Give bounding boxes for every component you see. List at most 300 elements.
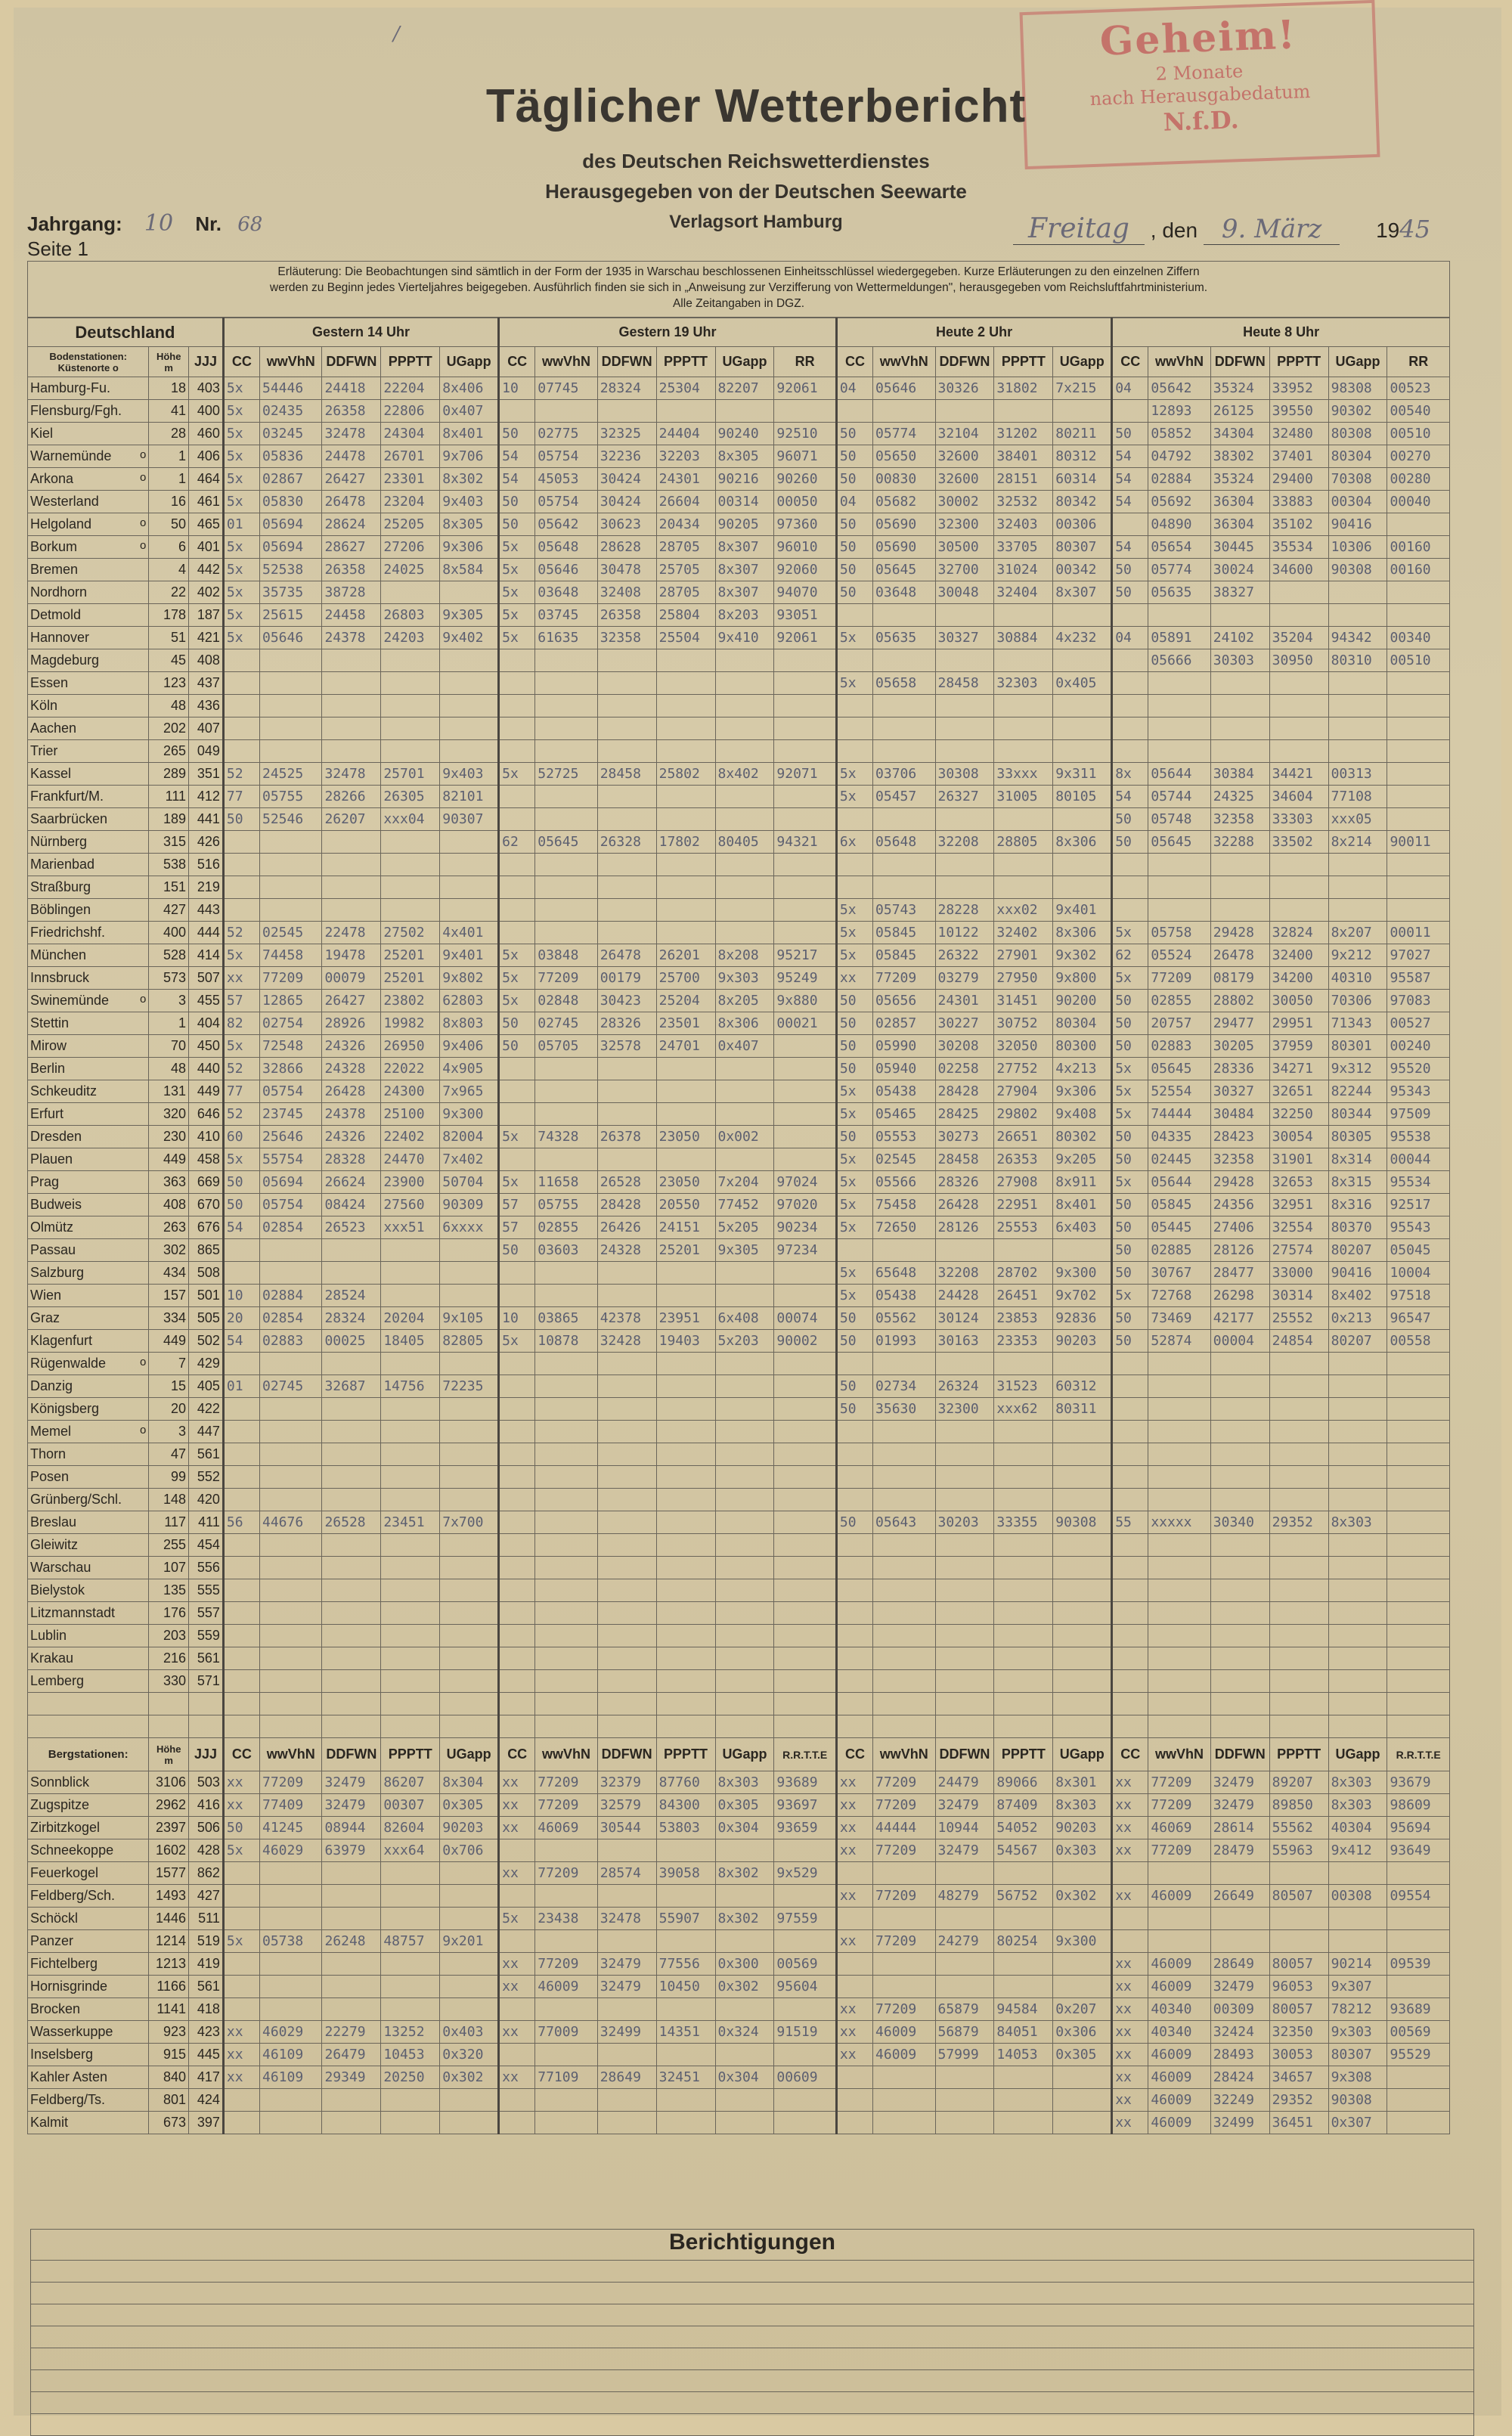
observation-cell: 8x306	[1053, 922, 1112, 944]
observation-cell: 05566	[873, 1171, 935, 1194]
observation-cell	[381, 854, 440, 876]
observation-cell	[535, 1285, 597, 1307]
observation-cell: 28428	[597, 1194, 656, 1216]
observation-cell: 28649	[1210, 1953, 1269, 1976]
observation-cell: 90307	[440, 808, 499, 831]
observation-cell: xx	[836, 1885, 872, 1908]
observation-cell	[1269, 854, 1328, 876]
observation-cell: 28614	[1210, 1817, 1269, 1839]
observation-cell: 50	[223, 1194, 259, 1216]
empty-cell	[1328, 1715, 1387, 1738]
observation-cell	[381, 1885, 440, 1908]
observation-cell: 82207	[715, 377, 774, 400]
observation-cell	[935, 1976, 994, 1998]
observation-cell: 9x702	[1053, 1285, 1112, 1307]
observation-cell	[935, 1421, 994, 1443]
observation-cell	[994, 1443, 1053, 1466]
observation-cell	[873, 695, 935, 717]
observation-cell	[322, 1262, 381, 1285]
observation-cell	[1053, 1239, 1112, 1262]
observation-cell	[1053, 1953, 1112, 1976]
observation-cell	[597, 1839, 656, 1862]
observation-cell	[499, 649, 535, 672]
empty-cell	[1210, 1693, 1269, 1715]
observation-cell	[381, 672, 440, 695]
observation-cell: 00021	[774, 1012, 837, 1035]
observation-cell: 72235	[440, 1375, 499, 1398]
observation-cell: 29400	[1269, 468, 1328, 491]
observation-cell	[259, 1647, 321, 1670]
observation-cell	[656, 1466, 715, 1489]
observation-cell: 02855	[535, 1216, 597, 1239]
observation-cell: 50	[499, 1239, 535, 1262]
observation-cell: 90302	[1328, 400, 1387, 423]
observation-cell: 26201	[656, 944, 715, 967]
observation-cell: 24479	[935, 1771, 994, 1794]
observation-cell: 5x	[223, 491, 259, 513]
observation-cell: 25201	[381, 944, 440, 967]
observation-cell	[597, 1375, 656, 1398]
observation-cell: 50	[836, 1398, 872, 1421]
empty-cell	[322, 1693, 381, 1715]
observation-cell	[935, 1489, 994, 1511]
station-name: Breslau	[28, 1511, 149, 1534]
observation-cell	[1112, 740, 1148, 763]
observation-cell: 25615	[259, 604, 321, 627]
observation-cell	[322, 876, 381, 899]
observation-cell	[1210, 1534, 1269, 1557]
observation-cell: 31901	[1269, 1148, 1328, 1171]
observation-cell: 24854	[1269, 1330, 1328, 1353]
observation-cell: 32303	[994, 672, 1053, 695]
observation-cell: 20757	[1148, 1012, 1210, 1035]
observation-cell	[994, 1862, 1053, 1885]
stamp-line: 2 Monate	[1155, 60, 1244, 85]
station-name: Salzburg	[28, 1262, 149, 1285]
observation-cell	[259, 1489, 321, 1511]
observation-cell	[994, 854, 1053, 876]
observation-cell	[381, 1625, 440, 1647]
observation-cell: 05754	[259, 1194, 321, 1216]
observation-cell: 23853	[994, 1307, 1053, 1330]
observation-cell: 8x303	[1053, 1794, 1112, 1817]
table-row	[28, 536, 1450, 559]
observation-cell	[715, 1443, 774, 1466]
observation-cell	[499, 1885, 535, 1908]
observation-cell: 5x	[836, 1285, 872, 1307]
mountain-jjj-header: JJJ	[189, 1738, 224, 1771]
observation-cell: 9x300	[1053, 1262, 1112, 1285]
observation-cell: 50	[499, 1035, 535, 1058]
observation-cell: 02884	[259, 1285, 321, 1307]
observation-cell: 26358	[322, 400, 381, 423]
obs-column-header: PPPTT	[994, 347, 1053, 377]
observation-cell: 98609	[1387, 1794, 1450, 1817]
observation-cell	[597, 672, 656, 695]
observation-cell: 28424	[1210, 2066, 1269, 2089]
observation-cell: 02745	[535, 1012, 597, 1035]
observation-cell: 03745	[535, 604, 597, 627]
observation-cell: 29428	[1210, 922, 1269, 944]
observation-cell: 57999	[935, 2044, 994, 2066]
station-jjj: 437	[189, 672, 224, 695]
observation-cell: 32424	[1210, 2021, 1269, 2044]
observation-cell: 32479	[1210, 1794, 1269, 1817]
observation-cell: 8x301	[1053, 1771, 1112, 1794]
station-height: 15	[149, 1375, 189, 1398]
observation-cell	[656, 1602, 715, 1625]
observation-cell	[440, 1670, 499, 1693]
station-jjj: 445	[189, 2044, 224, 2066]
observation-cell: 8x304	[440, 1771, 499, 1794]
observation-cell: 02545	[259, 922, 321, 944]
observation-cell	[715, 1398, 774, 1421]
station-name: Königsberg	[28, 1398, 149, 1421]
observation-cell: 80342	[1053, 491, 1112, 513]
subtitle-line: des Deutschen Reichswetterdienstes	[582, 150, 930, 172]
observation-cell	[1387, 1421, 1450, 1443]
empty-row	[28, 1715, 1450, 1738]
observation-cell: 26427	[322, 468, 381, 491]
mountain-height-header: Höhe m	[149, 1738, 189, 1771]
observation-cell	[259, 1670, 321, 1693]
observation-cell: 35534	[1269, 536, 1328, 559]
observation-cell: 5x	[836, 672, 872, 695]
table-row	[28, 513, 1450, 536]
observation-cell: 80057	[1269, 1953, 1328, 1976]
station-name: Zirbitzkogel	[28, 1817, 149, 1839]
observation-cell: 8x208	[715, 944, 774, 967]
observation-cell: 60	[223, 1126, 259, 1148]
observation-cell: 74458	[259, 944, 321, 967]
observation-cell: 32499	[1210, 2112, 1269, 2134]
observation-cell	[499, 1839, 535, 1862]
mountain-column-header: PPPTT	[656, 1738, 715, 1771]
observation-cell	[836, 1239, 872, 1262]
observation-cell: 50	[1112, 1148, 1148, 1171]
observation-cell	[836, 1953, 872, 1976]
observation-cell	[656, 717, 715, 740]
observation-cell	[774, 1579, 837, 1602]
observation-cell	[656, 808, 715, 831]
observation-cell: 90260	[774, 468, 837, 491]
observation-cell: 0x706	[440, 1839, 499, 1862]
observation-cell	[1210, 1353, 1269, 1375]
observation-cell	[1148, 1862, 1210, 1885]
observation-cell	[1210, 740, 1269, 763]
observation-cell: 40304	[1328, 1817, 1387, 1839]
observation-cell	[440, 1262, 499, 1285]
observation-cell	[259, 1625, 321, 1647]
observation-cell: 28326	[935, 1171, 994, 1194]
observation-cell	[223, 1557, 259, 1579]
station-name: Essen	[28, 672, 149, 695]
observation-cell	[597, 1602, 656, 1625]
observation-cell: 40340	[1148, 1998, 1210, 2021]
observation-cell: 29349	[322, 2066, 381, 2089]
observation-cell	[656, 1353, 715, 1375]
observation-cell	[715, 1489, 774, 1511]
observation-cell: 5x	[499, 1171, 535, 1194]
mountain-column-header: DDFWN	[935, 1738, 994, 1771]
observation-cell	[1210, 1557, 1269, 1579]
stamp-line: nach Herausgabedatum	[1089, 80, 1311, 110]
table-row	[28, 649, 1450, 672]
observation-cell: 05645	[535, 831, 597, 854]
observation-cell: 77209	[873, 967, 935, 990]
observation-cell	[597, 1058, 656, 1080]
empty-cell	[1387, 1715, 1450, 1738]
observation-cell	[597, 1647, 656, 1670]
observation-cell	[259, 2112, 321, 2134]
station-height: 18	[149, 377, 189, 400]
station-height: 915	[149, 2044, 189, 2066]
observation-cell: xx	[1112, 2021, 1148, 2044]
station-name: Mirow	[28, 1035, 149, 1058]
observation-cell: 30623	[597, 513, 656, 536]
observation-cell: 92061	[774, 377, 837, 400]
empty-cell	[189, 1693, 224, 1715]
table-row	[28, 1058, 1450, 1080]
observation-cell	[1112, 1647, 1148, 1670]
observation-cell: 0x405	[1053, 672, 1112, 695]
observation-cell: 05045	[1387, 1239, 1450, 1262]
observation-cell: 26478	[322, 491, 381, 513]
observation-cell: 93679	[1387, 1771, 1450, 1794]
observation-cell: 55963	[1269, 1839, 1328, 1862]
observation-cell: xx	[1112, 1953, 1148, 1976]
observation-cell: 04335	[1148, 1126, 1210, 1148]
observation-cell	[836, 1443, 872, 1466]
obs-column-header: wwVhN	[535, 347, 597, 377]
observation-cell: 00569	[774, 1953, 837, 1976]
observation-cell	[1053, 400, 1112, 423]
observation-cell	[1328, 854, 1387, 876]
station-name: Böblingen	[28, 899, 149, 922]
observation-cell: 29951	[1269, 1012, 1328, 1035]
observation-cell	[1269, 876, 1328, 899]
station-name: Passau	[28, 1239, 149, 1262]
observation-cell: 50	[1112, 559, 1148, 581]
observation-cell: 80507	[1269, 1885, 1328, 1908]
observation-cell	[499, 1930, 535, 1953]
observation-cell: 89066	[994, 1771, 1053, 1794]
observation-cell: 8x207	[1328, 922, 1387, 944]
observation-cell: 8x316	[1328, 1194, 1387, 1216]
observation-cell	[1112, 1602, 1148, 1625]
observation-cell: 97509	[1387, 1103, 1450, 1126]
observation-cell	[836, 1670, 872, 1693]
date-label: , den	[1150, 218, 1198, 242]
observation-cell: 24404	[656, 423, 715, 445]
observation-cell	[1269, 695, 1328, 717]
observation-cell	[994, 2089, 1053, 2112]
observation-cell	[873, 1862, 935, 1885]
observation-cell: 05524	[1148, 944, 1210, 967]
observation-cell: 24328	[322, 1058, 381, 1080]
station-name: Westerland	[28, 491, 149, 513]
observation-cell	[1210, 672, 1269, 695]
table-row	[28, 1885, 1450, 1908]
observation-cell	[1269, 1908, 1328, 1930]
observation-cell: 50	[836, 423, 872, 445]
subtitle-line: Herausgegeben von der Deutschen Seewarte	[545, 180, 967, 203]
empty-cell	[873, 1715, 935, 1738]
empty-cell	[381, 1693, 440, 1715]
observation-cell: 77209	[1148, 1794, 1210, 1817]
observation-cell: 96071	[774, 445, 837, 468]
observation-cell: 46069	[535, 1817, 597, 1839]
observation-cell: 80312	[1053, 445, 1112, 468]
table-row	[28, 1421, 1450, 1443]
observation-cell: 8x911	[1053, 1171, 1112, 1194]
station-height: 320	[149, 1103, 189, 1126]
observation-cell: 50	[1112, 1012, 1148, 1035]
table-row	[28, 1794, 1450, 1817]
observation-cell: 32358	[1210, 1148, 1269, 1171]
observation-cell: 50	[1112, 1216, 1148, 1239]
observation-cell	[1328, 1579, 1387, 1602]
observation-cell	[322, 2112, 381, 2134]
observation-cell: 32288	[1210, 831, 1269, 854]
observation-cell	[873, 1908, 935, 1930]
observation-cell: 34271	[1269, 1058, 1328, 1080]
observation-cell: 50	[836, 559, 872, 581]
observation-cell: 5x	[223, 400, 259, 423]
observation-cell	[935, 1670, 994, 1693]
observation-cell: 00830	[873, 468, 935, 491]
observation-cell: 00074	[774, 1307, 837, 1330]
observation-cell	[535, 2044, 597, 2066]
observation-cell: 50	[1112, 1307, 1148, 1330]
station-height: 123	[149, 672, 189, 695]
table-row	[28, 1771, 1450, 1794]
observation-cell: 24151	[656, 1216, 715, 1239]
obs-column-header: DDFWN	[1210, 347, 1269, 377]
observation-cell: 9x306	[1053, 1080, 1112, 1103]
station-height: 315	[149, 831, 189, 854]
observation-cell: 45053	[535, 468, 597, 491]
observation-cell: 97083	[1387, 990, 1450, 1012]
observation-cell	[935, 1239, 994, 1262]
observation-cell	[994, 1353, 1053, 1375]
observation-cell	[935, 1443, 994, 1466]
observation-cell	[774, 808, 837, 831]
observation-cell: 33705	[994, 536, 1053, 559]
observation-cell: 93051	[774, 604, 837, 627]
observation-cell	[223, 1625, 259, 1647]
observation-cell: 32350	[1269, 2021, 1328, 2044]
observation-cell	[1269, 1375, 1328, 1398]
observation-cell	[440, 1466, 499, 1489]
station-height: 20	[149, 1398, 189, 1421]
observation-cell: 14351	[656, 2021, 715, 2044]
observation-cell: 9x300	[440, 1103, 499, 1126]
mountain-last-header: R.R.T.T.E	[774, 1738, 837, 1771]
station-height: 1	[149, 468, 189, 491]
observation-cell: 5x	[499, 604, 535, 627]
station-height: 2397	[149, 1817, 189, 1839]
obs-column-header: CC	[499, 347, 535, 377]
observation-cell	[535, 1262, 597, 1285]
observation-cell: 32480	[1269, 423, 1328, 445]
observation-cell	[381, 740, 440, 763]
table-row	[28, 1511, 1450, 1534]
observation-cell: 77209	[873, 1930, 935, 1953]
observation-cell	[715, 1058, 774, 1080]
observation-cell: 26651	[994, 1126, 1053, 1148]
observation-cell: 32824	[1269, 922, 1328, 944]
observation-cell	[535, 1670, 597, 1693]
observation-cell	[322, 1443, 381, 1466]
observation-cell	[259, 899, 321, 922]
observation-cell	[1328, 1647, 1387, 1670]
observation-cell: 52538	[259, 559, 321, 581]
observation-cell	[259, 740, 321, 763]
observation-cell: 00011	[1387, 922, 1450, 944]
observation-cell	[499, 2112, 535, 2134]
observation-cell: xx	[223, 967, 259, 990]
observation-cell	[1112, 1908, 1148, 1930]
observation-cell	[1148, 695, 1210, 717]
station-name: München	[28, 944, 149, 967]
observation-cell: 30308	[935, 763, 994, 786]
observation-cell	[223, 740, 259, 763]
observation-cell: 8x303	[715, 1771, 774, 1794]
observation-cell: xx	[836, 1794, 872, 1817]
observation-cell: 00307	[381, 1794, 440, 1817]
jjj-column-header: JJJ	[189, 347, 224, 377]
observation-cell: 32402	[994, 922, 1053, 944]
observation-cell: 0x403	[440, 2021, 499, 2044]
observation-cell	[322, 854, 381, 876]
observation-cell: 8x307	[715, 581, 774, 604]
observation-cell	[259, 1421, 321, 1443]
observation-cell: 5x	[499, 559, 535, 581]
observation-cell: 50	[836, 1126, 872, 1148]
empty-cell	[499, 1693, 535, 1715]
station-height: 1	[149, 445, 189, 468]
observation-cell: 30767	[1148, 1262, 1210, 1285]
observation-cell: xx	[499, 1976, 535, 1998]
observation-cell	[259, 831, 321, 854]
observation-cell	[1387, 1930, 1450, 1953]
observation-cell: 90011	[1387, 831, 1450, 854]
station-name: Wasserkuppe	[28, 2021, 149, 2044]
observation-cell: 8x306	[1053, 831, 1112, 854]
observation-cell	[535, 1103, 597, 1126]
station-name: Bremen	[28, 559, 149, 581]
table-row	[28, 627, 1450, 649]
observation-cell: 70308	[1328, 468, 1387, 491]
station-height: 45	[149, 649, 189, 672]
observation-cell: 90240	[715, 423, 774, 445]
observation-cell: 00050	[774, 491, 837, 513]
mountain-column-header: PPPTT	[1269, 1738, 1328, 1771]
empty-cell	[836, 1693, 872, 1715]
station-jjj: 464	[189, 468, 224, 491]
station-name: Rügenwalde o	[28, 1353, 149, 1375]
observation-cell	[994, 740, 1053, 763]
observation-cell: 72650	[873, 1216, 935, 1239]
station-name: Inselsberg	[28, 2044, 149, 2066]
observation-cell: 39550	[1269, 400, 1328, 423]
station-jjj: 503	[189, 1771, 224, 1794]
observation-cell: xx	[1112, 1771, 1148, 1794]
station-jjj: 465	[189, 513, 224, 536]
observation-cell: 28326	[597, 1012, 656, 1035]
observation-cell	[322, 717, 381, 740]
